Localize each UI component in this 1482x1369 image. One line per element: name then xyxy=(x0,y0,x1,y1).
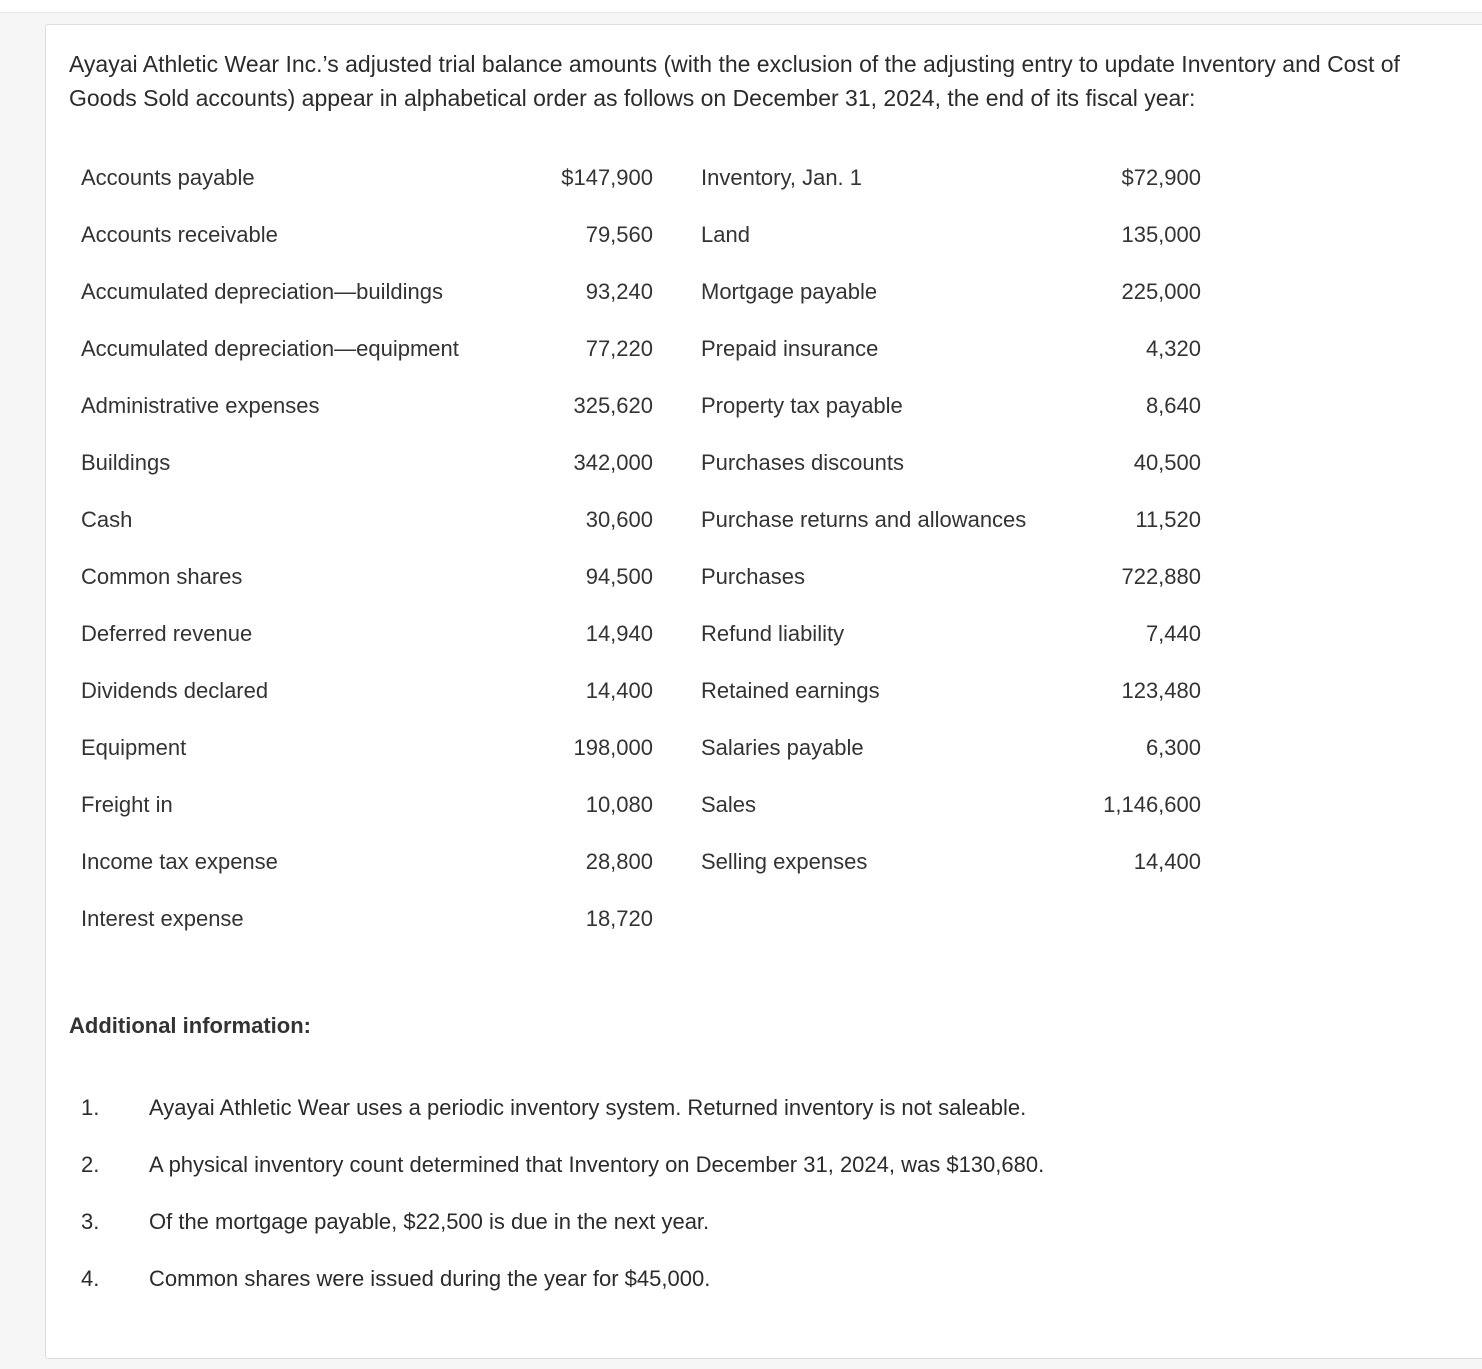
list-item-number: 3. xyxy=(81,1209,100,1234)
account-name: Accumulated depreciation—equipment xyxy=(81,335,459,361)
account-amount: 225,000 xyxy=(1121,278,1201,304)
question-card xyxy=(45,24,1482,1359)
account-amount: 7,440 xyxy=(1145,620,1201,646)
account-name: Purchase returns and allowances xyxy=(701,506,1027,532)
account-name: Land xyxy=(701,221,750,247)
account-name: Purchases xyxy=(701,563,805,589)
table-row xyxy=(69,434,1201,491)
account-name: Freight in xyxy=(81,791,173,817)
account-name: Selling expenses xyxy=(701,848,868,874)
column-gap xyxy=(653,434,701,491)
account-name: Salaries payable xyxy=(701,734,864,760)
account-name: Common shares xyxy=(81,563,243,589)
account-name: Accumulated depreciation—buildings xyxy=(81,278,443,304)
account-amount: 1,146,600 xyxy=(1103,791,1201,817)
account-amount: 4,320 xyxy=(1145,335,1201,361)
account-amount: 325,620 xyxy=(573,392,653,418)
account-amount: 94,500 xyxy=(585,563,653,589)
account-name: Equipment xyxy=(81,734,187,760)
account-name: Interest expense xyxy=(81,905,244,931)
account-amount: 30,600 xyxy=(585,506,653,532)
account-amount: $72,900 xyxy=(1121,164,1201,190)
column-gap xyxy=(653,776,701,833)
account-name: Deferred revenue xyxy=(81,620,253,646)
column-gap xyxy=(653,890,701,947)
account-amount: $147,900 xyxy=(561,164,653,190)
account-name: Accounts receivable xyxy=(81,221,278,247)
top-strip xyxy=(0,0,1482,13)
column-gap xyxy=(653,320,701,377)
account-amount: 198,000 xyxy=(573,734,653,760)
account-name: Refund liability xyxy=(701,620,845,646)
trial-balance-table xyxy=(69,149,1201,947)
account-name: Prepaid insurance xyxy=(701,335,879,361)
additional-info-list xyxy=(69,1079,1044,1307)
account-amount: 28,800 xyxy=(585,848,653,874)
column-gap xyxy=(653,377,701,434)
table-row xyxy=(69,377,1201,434)
account-amount: 14,400 xyxy=(585,677,653,703)
column-gap xyxy=(653,662,701,719)
account-name: Cash xyxy=(81,506,133,532)
account-name: Income tax expense xyxy=(81,848,278,874)
column-gap xyxy=(653,719,701,776)
account-amount: 77,220 xyxy=(585,335,653,361)
list-item-text: Common shares were issued during the year for $45,000. xyxy=(149,1266,711,1291)
table-row xyxy=(69,263,1201,320)
account-amount: 40,500 xyxy=(1133,449,1201,475)
account-amount: 18,720 xyxy=(585,905,653,931)
account-amount xyxy=(1081,890,1201,947)
table-row xyxy=(69,149,1201,206)
list-item-number: 4. xyxy=(81,1266,100,1291)
account-amount: 14,940 xyxy=(585,620,653,646)
account-amount: 10,080 xyxy=(585,791,653,817)
list-item xyxy=(69,1136,1044,1193)
list-item-number: 1. xyxy=(81,1095,100,1120)
account-amount: 93,240 xyxy=(585,278,653,304)
list-item xyxy=(69,1079,1044,1136)
account-name: Dividends declared xyxy=(81,677,269,703)
table-row xyxy=(69,491,1201,548)
list-item-text: Of the mortgage payable, $22,500 is due in the next year. xyxy=(149,1209,710,1234)
trial-balance-body xyxy=(69,149,1201,947)
list-item-text: Ayayai Athletic Wear uses a periodic inventory system. Returned inventory is not saleable. xyxy=(149,1095,1027,1120)
list-item xyxy=(69,1193,1044,1250)
column-gap xyxy=(653,263,701,320)
intro-text: Ayayai Athletic Wear Inc.’s adjusted trial balance amounts (with the exclusion of the adjusting entry to update Inventory and Cost of Goods Sold accounts) appear in alphabetical order as follows on December 31, 2024, the end of its fiscal year: xyxy=(69,51,1400,111)
table-row xyxy=(69,605,1201,662)
account-amount: 722,880 xyxy=(1121,563,1201,589)
account-amount: 11,520 xyxy=(1135,506,1201,532)
account-amount: 135,000 xyxy=(1121,221,1201,247)
account-name: Sales xyxy=(701,791,757,817)
table-row xyxy=(69,548,1201,605)
account-name: Property tax payable xyxy=(701,392,903,418)
account-amount: 342,000 xyxy=(573,449,653,475)
account-amount: 79,560 xyxy=(585,221,653,247)
column-gap xyxy=(653,149,701,206)
account-name: Accounts payable xyxy=(81,164,255,190)
table-row xyxy=(69,719,1201,776)
table-row xyxy=(69,890,1201,947)
account-amount: 8,640 xyxy=(1145,392,1201,418)
column-gap xyxy=(653,605,701,662)
column-gap xyxy=(653,491,701,548)
account-name: Administrative expenses xyxy=(81,392,320,418)
table-row xyxy=(69,833,1201,890)
account-name xyxy=(701,890,1081,947)
additional-info-title: Additional information: xyxy=(69,1013,311,1038)
list-item-number: 2. xyxy=(81,1152,100,1177)
account-name: Inventory, Jan. 1 xyxy=(701,164,863,190)
table-row xyxy=(69,206,1201,263)
account-amount: 123,480 xyxy=(1121,677,1201,703)
account-name: Retained earnings xyxy=(701,677,880,703)
column-gap xyxy=(653,206,701,263)
column-gap xyxy=(653,548,701,605)
account-name: Mortgage payable xyxy=(701,278,878,304)
table-row xyxy=(69,662,1201,719)
list-item-text: A physical inventory count determined that Inventory on December 31, 2024, was $130,680. xyxy=(149,1152,1045,1177)
account-amount: 14,400 xyxy=(1133,848,1201,874)
list-item xyxy=(69,1250,1044,1307)
account-name: Purchases discounts xyxy=(701,449,904,475)
table-row xyxy=(69,776,1201,833)
table-row xyxy=(69,320,1201,377)
account-amount: 6,300 xyxy=(1145,734,1201,760)
account-name: Buildings xyxy=(81,449,171,475)
column-gap xyxy=(653,833,701,890)
